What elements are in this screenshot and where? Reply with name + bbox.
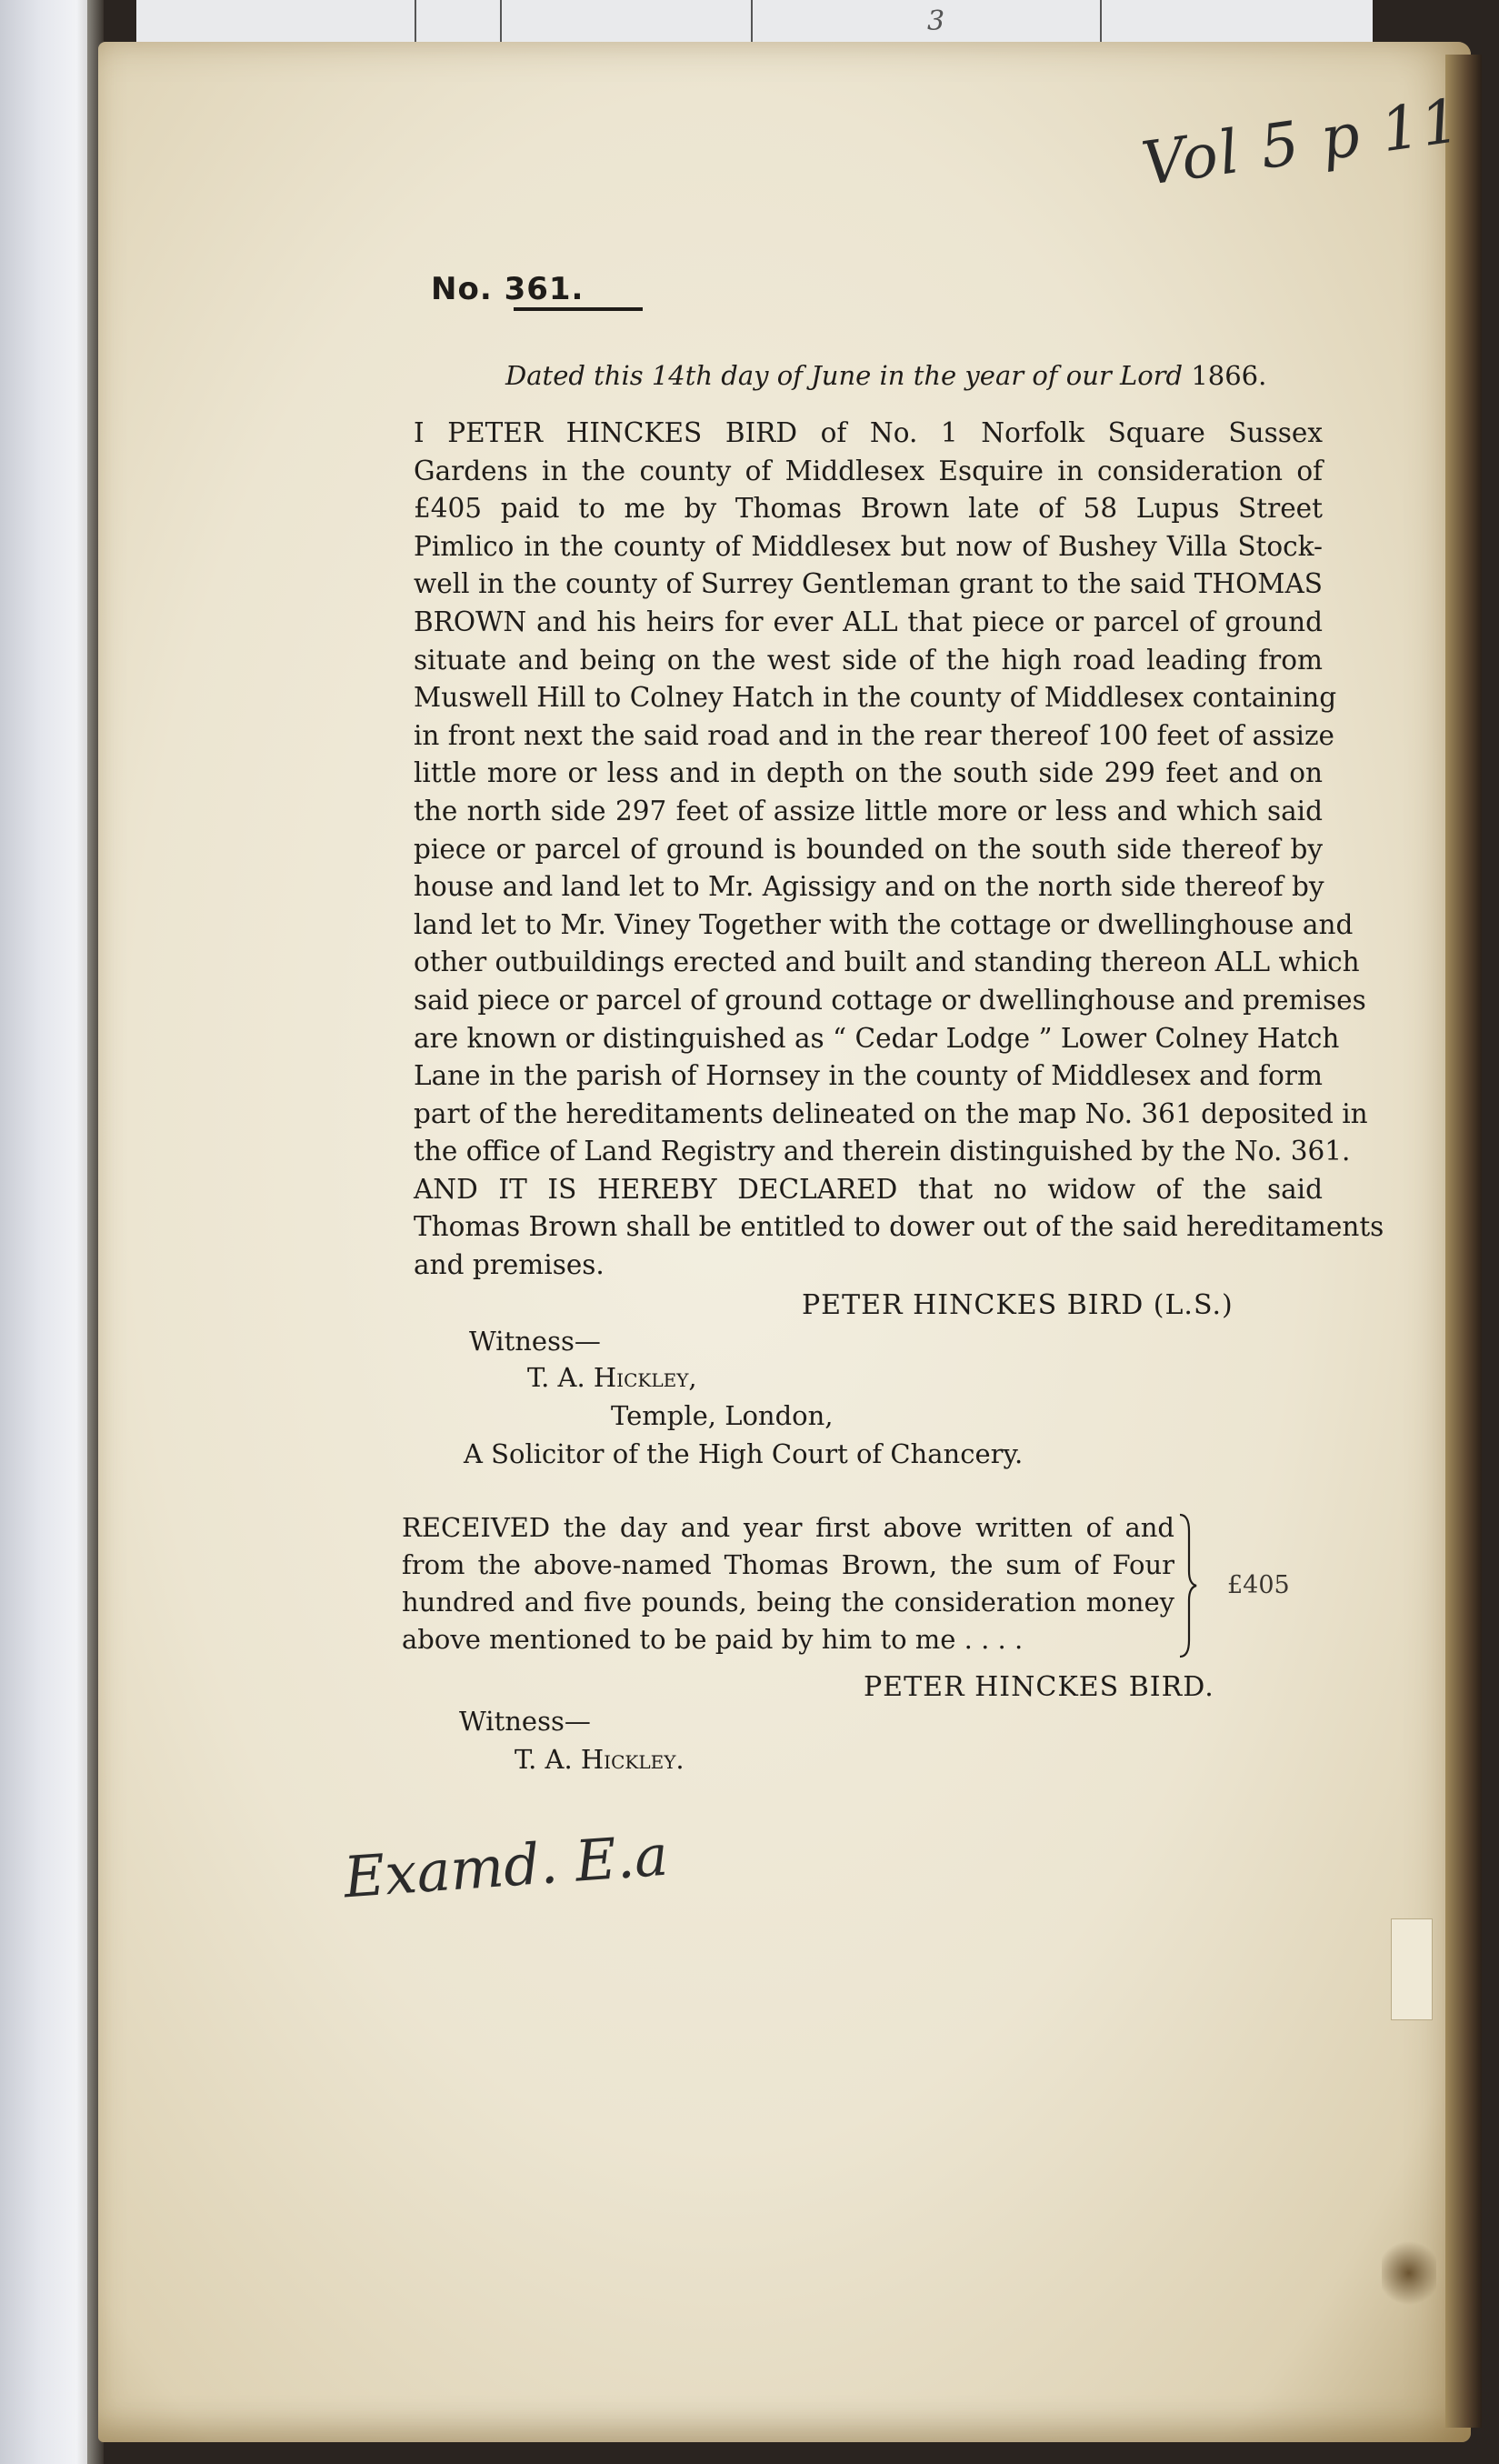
receipt-line: hundred and five pounds, being the consideration money [402, 1587, 1174, 1618]
handwritten-examined-note: Examd. E.a [341, 1821, 671, 1911]
strip-divider [500, 0, 502, 47]
number-underline [514, 307, 643, 311]
body-line: little more or less and in depth on the south side 299 feet and on [414, 757, 1323, 789]
strip-divider [415, 0, 416, 47]
dated-text: Dated this 14th day of June in the year of our Lord [505, 360, 1184, 391]
body-line: AND IT IS HEREBY DECLARED that no widow of the said [414, 1173, 1323, 1205]
receipt-line: from the above-named Thomas Brown, the sum of Four [402, 1549, 1174, 1580]
body-line: Gardens in the county of Middlesex Esquire in consideration of [414, 455, 1323, 486]
body-line: the office of Land Registry and therein distinguished by the No. 361. [414, 1136, 1351, 1167]
strip-divider [1100, 0, 1102, 47]
body-line: the north side 297 feet of assize little more or less and which said [414, 795, 1323, 826]
grant-body [414, 415, 1384, 1285]
body-line: Muswell Hill to Colney Hatch in the county of Middlesex containing [414, 682, 1337, 714]
body-line: I PETER HINCKES BIRD of No. 1 Norfolk Square Sussex [414, 417, 1323, 448]
witness-title: A Solicitor of the High Court of Chancery. [464, 1438, 1024, 1469]
strip-divider [751, 0, 753, 47]
curly-brace-icon [1178, 1513, 1198, 1658]
body-line: Thomas Brown shall be entitled to dower out of the said hereditaments [414, 1211, 1384, 1243]
body-line: £405 paid to me by Thomas Brown late of 58 Lupus Street [414, 493, 1323, 525]
body-line: in front next the said road and in the rear thereof 100 feet of assize [414, 719, 1334, 751]
handwritten-volume-note: Vol 5 p 11 [1137, 85, 1466, 200]
body-line: piece or parcel of ground is bounded on the south side thereof by [414, 833, 1323, 865]
body-line: other outbuildings erected and built and standing thereon ALL which [414, 947, 1360, 978]
body-line: well in the county of Surrey Gentleman grant to the said THOMAS [414, 568, 1323, 600]
witness-label: Witness— [469, 1326, 601, 1357]
receipt-clause [402, 1509, 1174, 1658]
page-edges [1445, 55, 1482, 2428]
body-line: said piece or parcel of ground cottage or dwellinghouse and premises [414, 984, 1366, 1016]
body-line: and premises. [414, 1249, 605, 1281]
receipt-amount: £405 [1227, 1571, 1290, 1599]
page-stain [1382, 2237, 1436, 2309]
body-line: Pimlico in the county of Middlesex but now of Bushey Villa Stock- [414, 530, 1323, 562]
receipt-line: RECEIVED the day and year first above written of and [402, 1512, 1174, 1543]
paper-tab [1391, 1918, 1433, 2020]
body-line: are known or distinguished as “ Cedar Lodge ” Lower Colney Hatch [414, 1022, 1340, 1054]
body-line: land let to Mr. Viney Together with the cottage or dwellinghouse and [414, 908, 1354, 940]
strip-mark: 3 [927, 5, 945, 37]
dated-year: 1866. [1191, 360, 1267, 391]
body-line: situate and being on the west side of the high road leading from [414, 644, 1323, 676]
body-line: house and land let to Mr. Agissigy and on the north side thereof by [414, 871, 1324, 903]
receipt-signature: PETER HINCKES BIRD. [864, 1671, 1214, 1703]
body-line: BROWN and his heirs for ever ALL that piece or parcel of ground [414, 606, 1323, 637]
witness-address: Temple, London, [611, 1400, 834, 1431]
body-line: part of the hereditaments delineated on the map No. 361 deposited in [414, 1097, 1368, 1129]
dated-line [505, 360, 1266, 391]
grantor-signature: PETER HINCKES BIRD (L.S.) [802, 1289, 1234, 1321]
document-number: No. 361. [431, 271, 585, 307]
witness-label: Witness— [459, 1706, 591, 1737]
receipt-line: above mentioned to be paid by him to me . . . . [402, 1624, 1024, 1655]
witness-name: T. A. Hickley. [515, 1744, 685, 1775]
body-line: Lane in the parish of Hornsey in the county of Middlesex and form [414, 1060, 1323, 1092]
witness-name: T. A. Hickley, [527, 1362, 697, 1393]
